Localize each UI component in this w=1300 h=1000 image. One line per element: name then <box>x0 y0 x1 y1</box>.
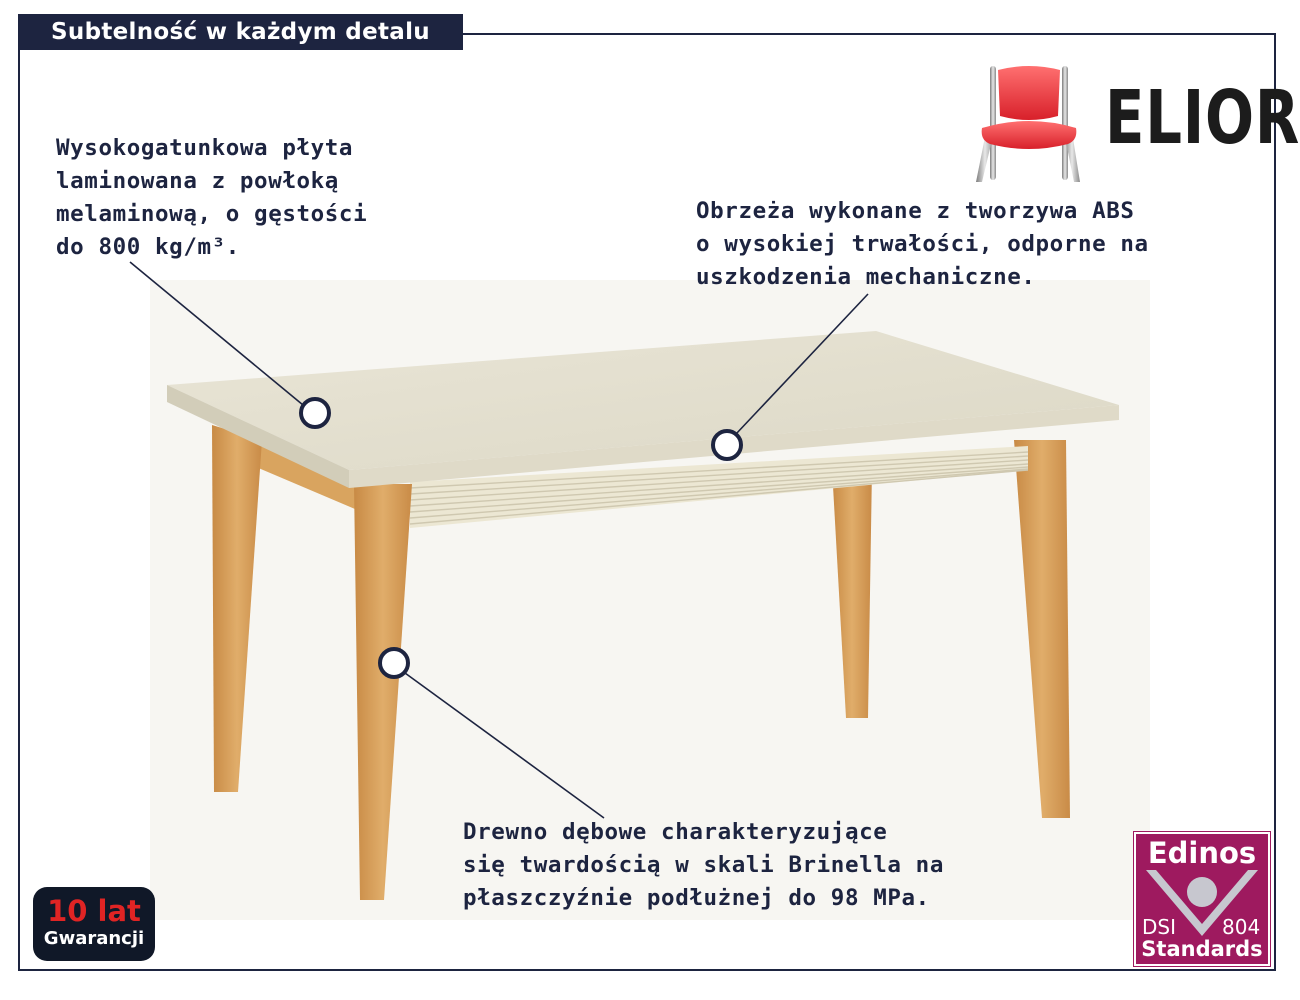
callout-leg <box>463 816 944 915</box>
warranty-years: 10 lat <box>47 894 141 928</box>
callout-line: się twardością w skali Brinella na <box>463 852 944 878</box>
marker-leg <box>380 649 408 677</box>
callout-line: o wysokiej trwałości, odporne na <box>696 231 1149 257</box>
callout-line: płaszczyźnie podłużnej do 98 MPa. <box>463 885 930 911</box>
certificate-badge <box>1134 832 1270 966</box>
callout-line: Drewno dębowe charakteryzujące <box>463 819 888 845</box>
certificate-name: Edinos <box>1147 836 1257 870</box>
section-title: Subtelność w każdym detalu <box>18 14 463 50</box>
callout-line: Obrzeża wykonane z tworzywa ABS <box>696 198 1135 224</box>
callout-line: do 800 kg/m³. <box>56 234 240 260</box>
marker-tabletop <box>301 399 329 427</box>
warranty-label: Gwarancji <box>43 928 145 949</box>
callout-edge <box>696 195 1149 294</box>
callout-line: Wysokogatunkowa płyta <box>56 135 354 161</box>
marker-edge <box>713 431 741 459</box>
brand-name: ELIOR <box>1105 75 1300 161</box>
callout-tabletop <box>56 132 367 264</box>
certificate-label: Standards <box>1141 937 1263 961</box>
callout-line: melaminową, o gęstości <box>56 201 368 227</box>
callout-line: uszkodzenia mechaniczne. <box>696 264 1036 290</box>
certificate-code-left: DSI <box>1142 915 1176 939</box>
certificate-code-right: 804 <box>1222 915 1261 939</box>
warranty-badge <box>33 887 155 961</box>
callout-line: laminowana z powłoką <box>56 168 339 194</box>
